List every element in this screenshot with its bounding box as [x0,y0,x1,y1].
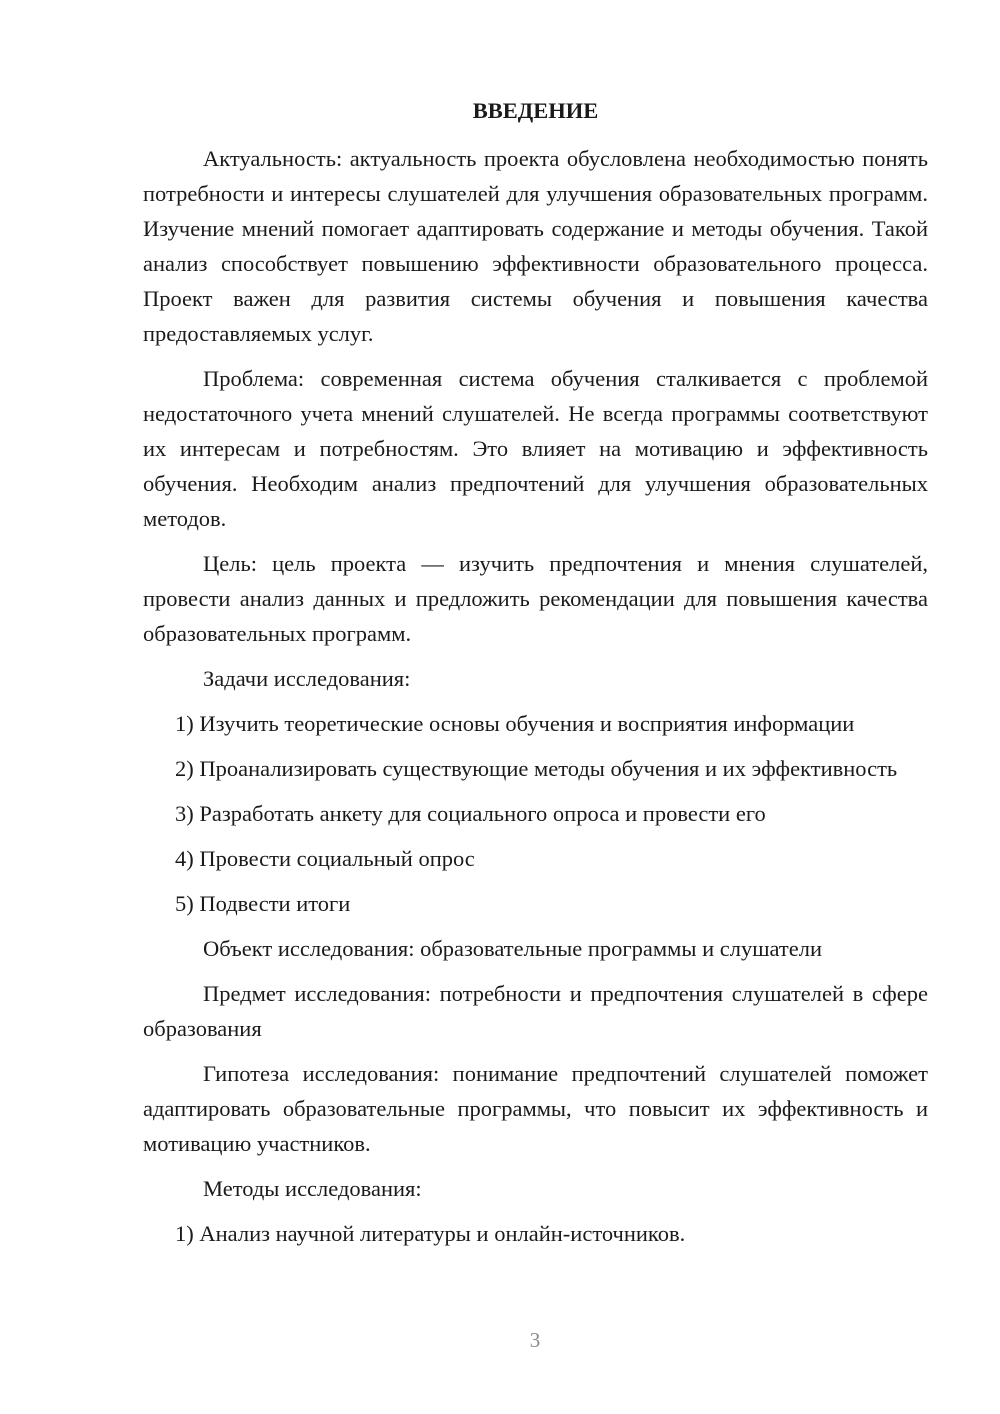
methods-heading: Методы исследования: [203,1176,422,1201]
page-title: ВВЕДЕНИЕ [472,98,599,123]
tasks-heading: Задачи исследования: [203,666,411,691]
subject-paragraph: Предмет исследования: потребности и предпочтения слушателей в сфере образования [143,981,928,1041]
task-item-2: 2) Проанализировать существующие методы обучения и их эффективность [175,756,898,781]
object-paragraph: Объект исследования: образовательные программы и слушатели [203,936,823,961]
goal-paragraph: Цель: цель проекта — изучить предпочтения и мнения слушателей, провести анализ данных и предложить рекомендации для повышения качества образовательных программ. [143,551,928,646]
relevance-paragraph: Актуальность: актуальность проекта обусловлена необходимостью понять потребности и интересы слушателей для улучшения образовательных программ. Изучение мнений помогает адаптировать содержание и методы обучения. Такой анализ способствует повышению эффективности образовательного процесса. Проект важен для развития системы обучения и повышения качества предоставляемых услуг. [143,146,928,346]
method-item-1: 1) Анализ научной литературы и онлайн-источников. [175,1221,686,1246]
problem-paragraph: Проблема: современная система обучения сталкивается с проблемой недостаточного учета мнений слушателей. Не всегда программы соответствуют их интересам и потребностям. Это влияет на мотивацию и эффективность обучения. Необходим анализ предпочтений для улучшения образовательных методов. [143,366,928,531]
page-content [143,96,928,1261]
page-number: 3 [529,1328,541,1352]
task-item-1: 1) Изучить теоретические основы обучения и восприятия информации [175,711,855,736]
task-item-3: 3) Разработать анкету для социального опроса и провести его [175,801,766,826]
task-item-4: 4) Провести социальный опрос [175,846,475,871]
hypothesis-paragraph: Гипотеза исследования: понимание предпочтений слушателей поможет адаптировать образовательные программы, что повысит их эффективность и мотивацию участников. [143,1061,928,1156]
task-item-5: 5) Подвести итоги [175,891,351,916]
